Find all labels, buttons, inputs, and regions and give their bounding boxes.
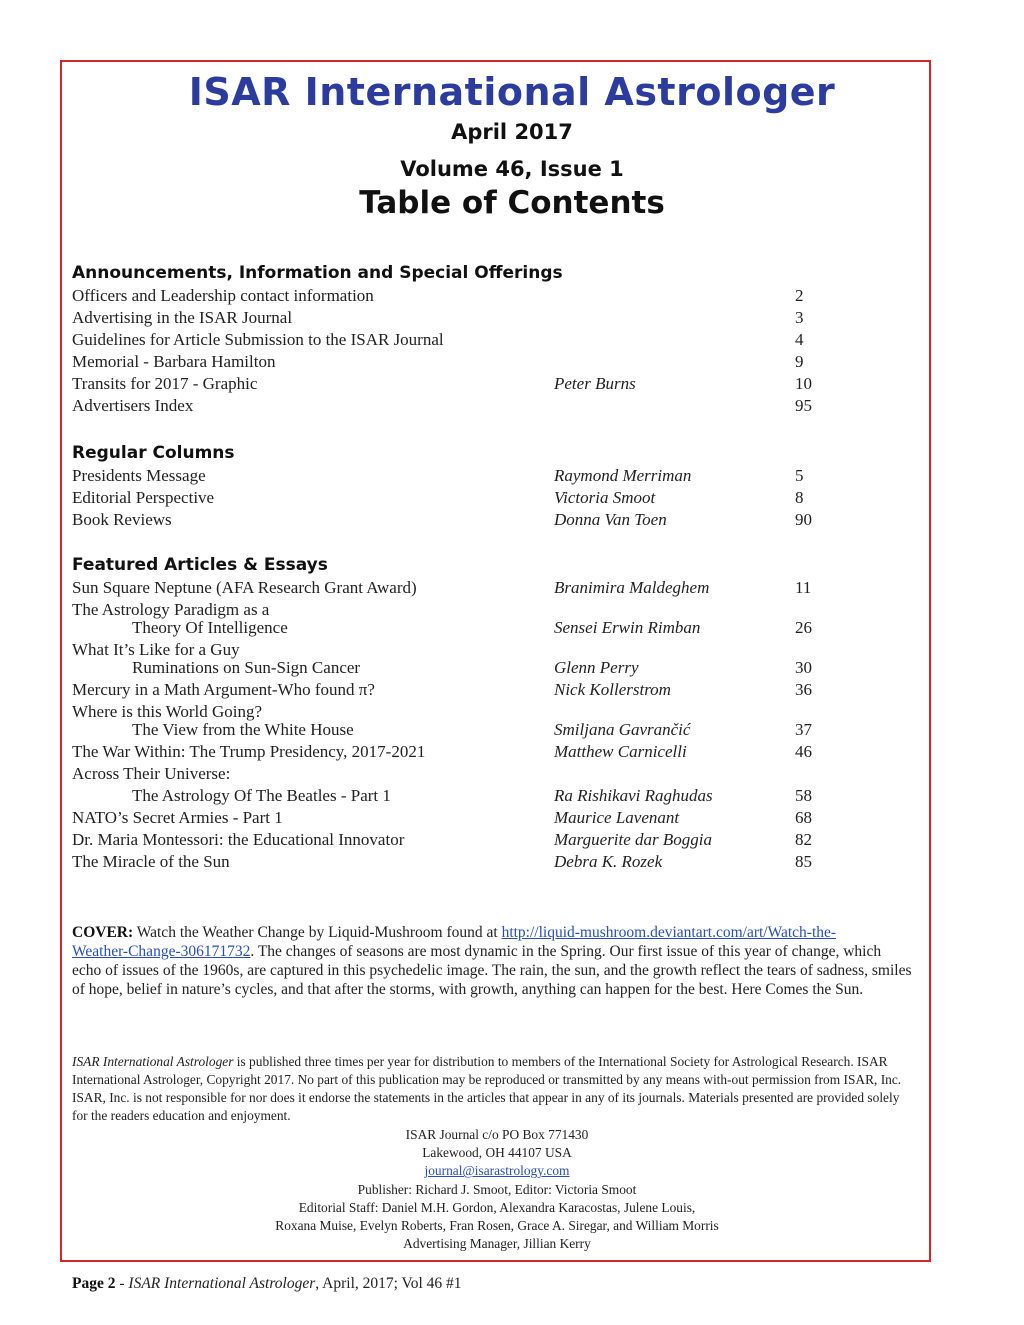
advertising-manager-line: Advertising Manager, Jillian Kerry (403, 1236, 591, 1252)
entry-author: Smiljana Gavrančić (554, 720, 691, 739)
issue-date: April 2017 (451, 120, 573, 144)
toc-entry[interactable] (72, 851, 842, 873)
address-line-2: Lakewood, OH 44107 USA (422, 1145, 572, 1161)
entry-page: 10 (795, 374, 812, 393)
entry-author: Victoria Smoot (554, 488, 656, 507)
cover-label: COVER: (72, 924, 134, 941)
entry-subtitle: The View from the White House (132, 720, 354, 739)
toc-entry[interactable] (72, 639, 842, 679)
cover-url-link-2[interactable]: Weather-Change-306171732 (72, 943, 251, 960)
toc-entry[interactable] (72, 329, 842, 351)
toc-entry[interactable] (72, 807, 842, 829)
entry-subtitle: The Astrology Of The Beatles - Part 1 (132, 786, 391, 805)
toc-entry[interactable] (72, 599, 842, 639)
toc-entry[interactable] (72, 701, 842, 741)
entry-title: Where is this World Going? (72, 702, 263, 721)
toc-title: Table of Contents (359, 185, 665, 221)
editorial-staff-line-2: Roxana Muise, Evelyn Roberts, Fran Rosen, Grace A. Siregar, and William Morris (275, 1218, 719, 1234)
entry-author: Glenn Perry (554, 658, 639, 677)
entry-title: What It’s Like for a Guy (72, 640, 240, 659)
entry-page: 37 (795, 720, 812, 739)
section-regular-columns (72, 441, 842, 531)
entry-author: Branimira Maldeghem (554, 578, 710, 597)
footer-publication-name: ISAR International Astrologer (128, 1275, 316, 1292)
entry-title: Presidents Message (72, 466, 206, 485)
entry-title: Book Reviews (72, 510, 172, 529)
entry-subtitle: Ruminations on Sun-Sign Cancer (132, 658, 361, 677)
publication-name: ISAR International Astrologer (72, 1054, 234, 1069)
entry-title: The Miracle of the Sun (72, 852, 230, 871)
toc-entry[interactable] (72, 763, 842, 807)
toc-entry[interactable] (72, 307, 842, 329)
toc-entry[interactable] (72, 829, 842, 851)
toc-entry[interactable] (72, 395, 842, 417)
toc-entry[interactable] (72, 577, 842, 599)
entry-page: 36 (795, 680, 812, 699)
entry-page: 68 (795, 808, 812, 827)
entry-title: Advertisers Index (72, 396, 194, 415)
entry-title: Sun Square Neptune (AFA Research Grant Award) (72, 578, 417, 597)
entry-page: 82 (795, 830, 812, 849)
entry-page: 95 (795, 396, 812, 415)
entry-author: Ra Rishikavi Raghudas (554, 786, 713, 805)
editorial-staff-line-1: Editorial Staff: Daniel M.H. Gordon, Alexandra Karacostas, Julene Louis, (298, 1199, 696, 1215)
section-heading: Announcements, Information and Special Offerings (72, 263, 563, 283)
toc-entry[interactable] (72, 741, 842, 763)
entry-page: 4 (795, 330, 804, 349)
entry-author: Maurice Lavenant (554, 808, 680, 827)
entry-author: Peter Burns (554, 374, 636, 393)
entry-title: Across Their Universe: (72, 764, 231, 783)
entry-title: Officers and Leadership contact information (72, 286, 374, 305)
entry-author: Sensei Erwin Rimban (554, 618, 701, 637)
entry-title: Dr. Maria Montessori: the Educational Innovator (72, 830, 405, 849)
entry-title: Transits for 2017 - Graphic (72, 374, 258, 393)
entry-page: 26 (795, 618, 812, 637)
entry-title: The War Within: The Trump Presidency, 2017-2021 (72, 742, 426, 761)
entry-page: 2 (795, 286, 804, 305)
entry-title: Advertising in the ISAR Journal (72, 308, 293, 327)
toc-entry[interactable] (72, 285, 842, 307)
toc-entry[interactable] (72, 679, 842, 701)
entry-author: Raymond Merriman (554, 466, 692, 485)
email-link[interactable]: journal@isarastrology.com (424, 1163, 570, 1179)
section-heading: Featured Articles & Essays (72, 555, 328, 575)
toc-entry[interactable] (72, 487, 842, 509)
toc-entry[interactable] (72, 373, 842, 395)
entry-title: Guidelines for Article Submission to the ISAR Journal (72, 330, 444, 349)
entry-author: Nick Kollerstrom (554, 680, 671, 699)
entry-title: Memorial - Barbara Hamilton (72, 352, 276, 371)
entry-author: Donna Van Toen (554, 510, 667, 529)
entry-page: 58 (795, 786, 812, 805)
section-heading: Regular Columns (72, 443, 235, 463)
entry-page: 85 (795, 852, 812, 871)
entry-page: 46 (795, 742, 812, 761)
entry-page: 9 (795, 352, 804, 371)
cover-text-after: . The changes of seasons are most dynamic in the Spring. Our first issue of this year of change, which echo of issues of the 1960s, are captured in this psychedelic image. The rain, the sun, and the growth reflect the tears of sadness, smiles of hope, belief in nature’s cycles, and that after the storms, with growth, anything can happen for the best. Here Comes the Sun. (72, 943, 912, 998)
address-line-1: ISAR Journal c/o PO Box 771430 (405, 1127, 589, 1142)
entry-title: The Astrology Paradigm as a (72, 600, 270, 619)
section-announcements (72, 261, 842, 417)
entry-page: 90 (795, 510, 812, 529)
toc-entry[interactable] (72, 509, 842, 531)
section-featured-articles (72, 553, 842, 873)
footer-separator: - (115, 1275, 129, 1292)
entry-page: 3 (795, 308, 804, 327)
footer-issue: , April, 2017; Vol 46 #1 (315, 1275, 462, 1292)
entry-title: Editorial Perspective (72, 488, 215, 507)
contact-block (72, 1126, 922, 1253)
page-number: Page 2 (72, 1275, 116, 1292)
issue-volume: Volume 46, Issue 1 (400, 157, 624, 181)
toc-entry[interactable] (72, 351, 842, 373)
cover-text-before: Watch the Weather Change by Liquid-Mushroom found at (133, 924, 502, 941)
publication-notice (72, 1053, 912, 1125)
entry-subtitle: Theory Of Intelligence (132, 618, 288, 637)
entry-page: 30 (795, 658, 812, 677)
entry-page: 5 (795, 466, 804, 485)
cover-url-link-1[interactable]: http://liquid-mushroom.deviantart.com/art/Watch-the- (501, 924, 837, 941)
entry-page: 8 (795, 488, 804, 507)
page-footer (72, 1275, 462, 1293)
cover-description (72, 923, 912, 999)
entry-author: Matthew Carnicelli (554, 742, 687, 761)
toc-entry[interactable] (72, 465, 842, 487)
publication-text: is published three times per year for distribution to members of the International Society for Astrological Research. ISAR International Astrologer, Copyright 2017. No part of this publication may be reproduced or transmitted by any means with-out permission from ISAR, Inc. ISAR, Inc. is not responsible for nor does it endorse the statements in the articles that appear in any of its journals. Materials presented are provided solely for the readers education and enjoyment. (72, 1054, 902, 1123)
entry-author: Debra K. Rozek (554, 852, 663, 871)
entry-page: 11 (795, 578, 812, 597)
publisher-line: Publisher: Richard J. Smoot, Editor: Victoria Smoot (357, 1181, 637, 1197)
entry-title: Mercury in a Math Argument-Who found π? (72, 680, 375, 699)
entry-author: Marguerite dar Boggia (554, 830, 713, 849)
magazine-title: ISAR International Astrologer (188, 70, 836, 114)
entry-title: NATO’s Secret Armies - Part 1 (72, 808, 283, 827)
